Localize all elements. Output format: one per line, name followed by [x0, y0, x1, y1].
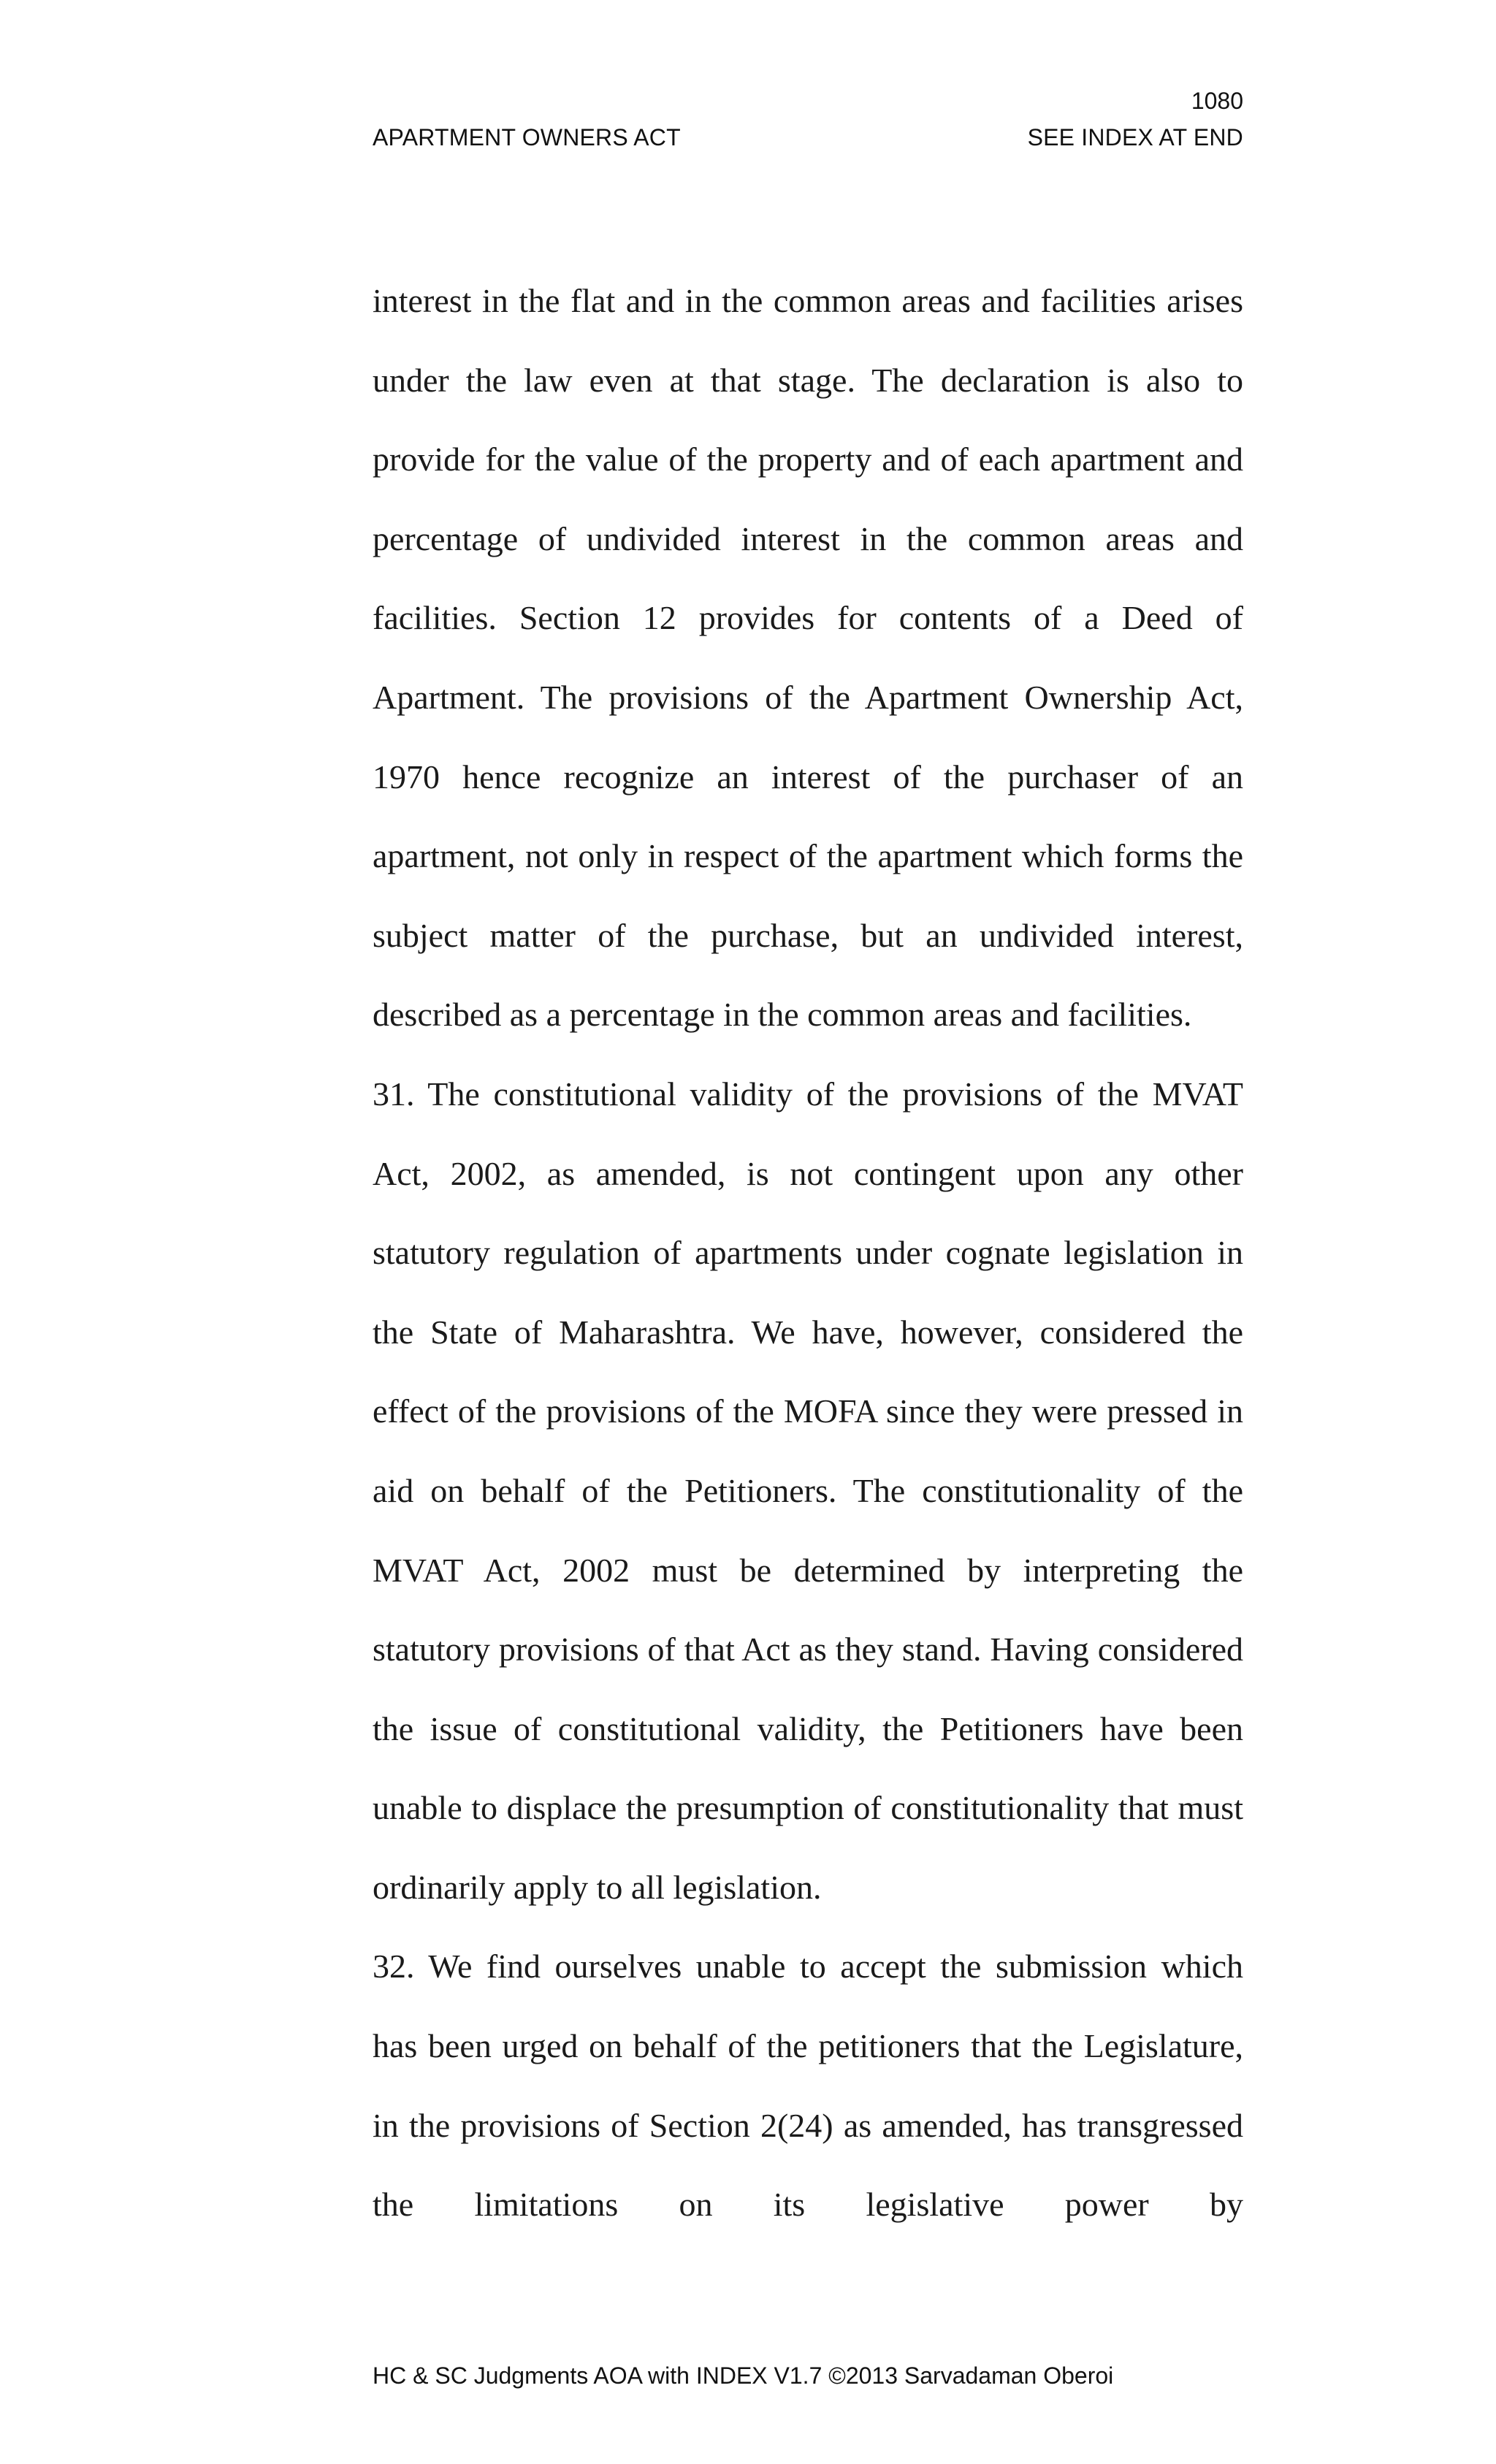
page-footer: HC & SC Judgments AOA with INDEX V1.7 ©2013 Sarvadaman Oberoi: [373, 2362, 1114, 2389]
paragraph-continued: interest in the flat and in the common areas and facilities arises under the law even at that stage. The declaration is also to provide for the value of the property and of each apartment and percentage of undivided interest in the common areas and facilities. Section 12 provides for contents of a Deed of Apartment. The provisions of the Apartment Ownership Act, 1970 hence recognize an interest of the purchaser of an apartment, not only in respect of the apartment which forms the subject matter of the purchase, but an undivided interest, described as a percentage in the common areas and facilities.: [373, 282, 1243, 1034]
paragraph-31: 31. The constitutional validity of the provisions of the MVAT Act, 2002, as amended, is not contingent upon any other statutory regulation of apartments under cognate legislation in the State of Maharashtra. We have, however, considered the effect of the provisions of the MOFA since they were pressed in aid on behalf of the Petitioners. The constitutionality of the MVAT Act, 2002 must be determined by interpreting the statutory provisions of that Act as they stand. Having considered the issue of constitutional validity, the Petitioners have been unable to displace the presumption of constitutionality that must ordinarily apply to all legislation.: [373, 1075, 1243, 1906]
page-number: 1080: [1191, 88, 1243, 114]
paragraph-32: 32. We find ourselves unable to accept the submission which has been urged on behalf of the petitioners that the Legislature, in the provisions of Section 2(24) as amended, has transgressed the limitations on its legislative power by: [373, 1948, 1243, 2224]
judgment-body-text: [373, 262, 1243, 2245]
running-header-title: APARTMENT OWNERS ACT: [373, 124, 681, 150]
running-header-index-note: SEE INDEX AT END: [1027, 124, 1243, 150]
